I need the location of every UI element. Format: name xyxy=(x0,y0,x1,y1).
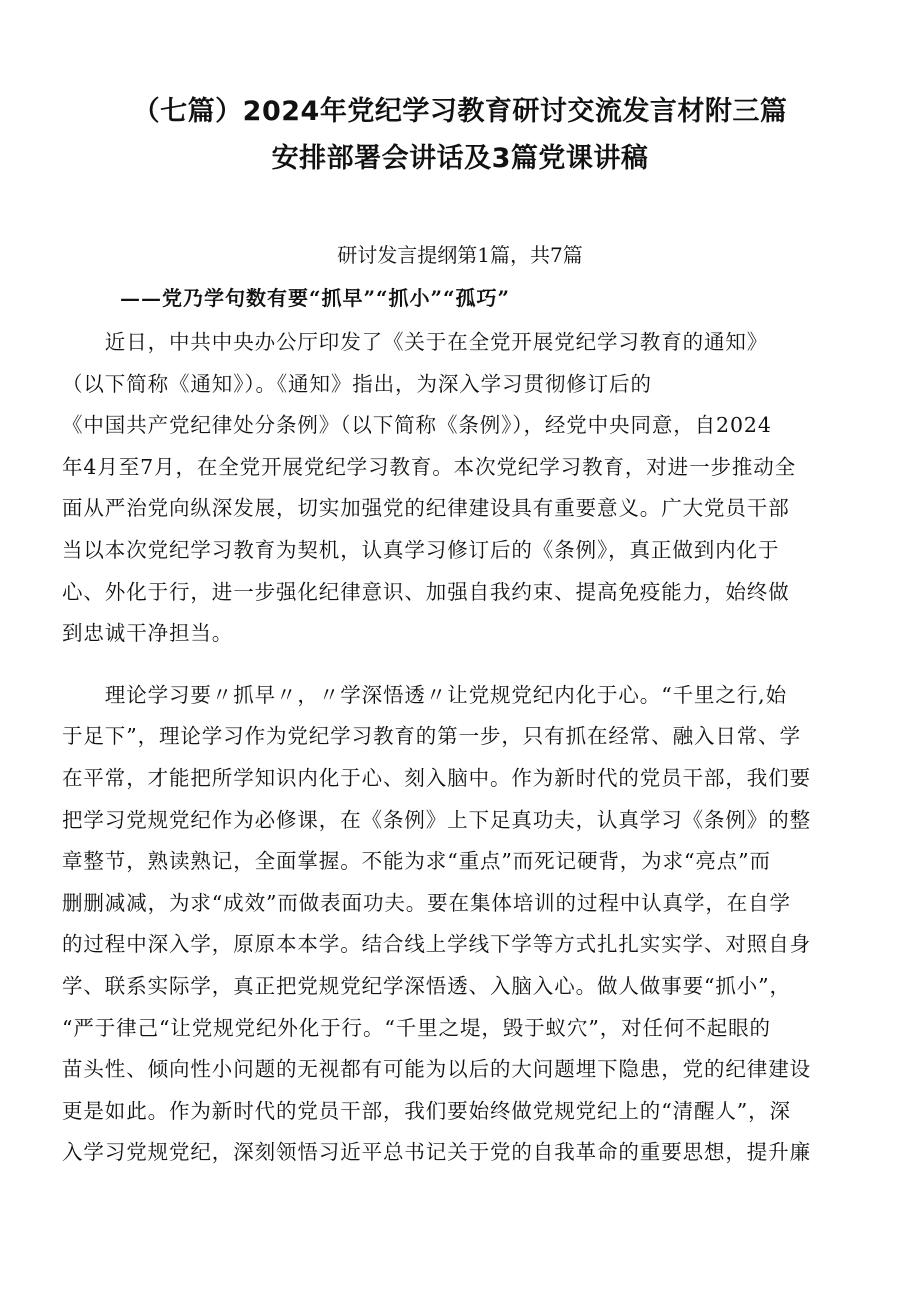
text-line: 面从严治党向纵深发展，切实加强党的纪律建设具有重要意义。广大党员干部 xyxy=(62,496,790,521)
title-line-1: （七篇）2024年党纪学习教育研讨交流发言材附三篇 xyxy=(132,96,788,127)
text-line: 章整节，熟读熟记，全面掌握。不能为求“重点”而死记硬背，为求“亮点”而 xyxy=(62,849,771,874)
text-line: 更是如此。作为新时代的党员干部，我们要始终做党规党纪上的“清醒人”，深 xyxy=(62,1098,791,1123)
text-line: （以下简称《通知》）。《通知》指出，为深入学习贯彻修订后的 xyxy=(62,371,652,396)
text-line: 把学习党规党纪作为必修课，在《条例》上下足真功夫，认真学习《条例》的整 xyxy=(62,807,811,832)
paragraph-gap xyxy=(62,655,862,675)
text-line: 苗头性、倾向性小问题的无视都有可能为以后的大问题埋下隐患，党的纪律建设 xyxy=(62,1057,811,1082)
paragraph-2 xyxy=(62,675,862,1174)
text-line: 删删减减，为求“成效”而做表面功夫。要在集体培训的过程中认真学，在自学 xyxy=(62,890,791,915)
text-line: 《中国共产党纪律处分条例》（以下简称《条例》），经党中央同意，自2024 xyxy=(62,413,772,438)
section-heading: ——党乃学句数有要“抓早”“抓小”“孤巧” xyxy=(120,286,511,310)
text-line: 学、联系实际学，真正把党规党纪学深悟透、入脑入心。做人做事要“抓小”， xyxy=(62,973,791,998)
document-body xyxy=(62,322,862,1174)
text-line: “严于律己“让党规党纪外化于行。“千里之堤，毁于蚁穴”，对任何不起眼的 xyxy=(62,1015,771,1040)
text-line: 于足下”，理论学习作为党纪学习教育的第一步，只有抓在经常、融入日常、学 xyxy=(62,724,801,749)
text-line: 在平常，才能把所学知识内化于心、刻入脑中。作为新时代的党员干部，我们要 xyxy=(62,765,811,790)
text-line: 入学习党规党纪，深刻领悟习近平总书记关于党的自我革命的重要思想，提升廉 xyxy=(62,1140,811,1165)
text-line: 理论学习要〃抓早〃，〃学深悟透〃让党规党纪内化于心。“千里之行,始 xyxy=(62,682,787,707)
text-line: 到忠诚干净担当。 xyxy=(62,621,234,646)
text-line: 心、外化于行，进一步强化纪律意识、加强自我约束、提高免疫能力，始终做 xyxy=(62,579,790,604)
paragraph-1 xyxy=(62,322,862,655)
text-line: 近日，中共中央办公厅印发了《关于在全党开展党纪学习教育的通知》 xyxy=(62,330,769,354)
text-line: 年4月至7月，在全党开展党纪学习教育。本次党纪学习教育，对进一步推动全 xyxy=(62,454,797,479)
document-title xyxy=(0,88,920,182)
section-subtitle: 研讨发言提纲第1篇，共7篇 xyxy=(337,243,583,267)
text-line: 当以本次党纪学习教育为契机，认真学习修订后的《条例》，真正做到内化于 xyxy=(62,537,780,562)
title-line-2: 安排部署会讲话及3篇党课讲稿 xyxy=(271,143,649,174)
text-line: 的过程中深入学，原原本本学。结合线上学线下学等方式扎扎实实学、对照自身 xyxy=(62,932,811,957)
